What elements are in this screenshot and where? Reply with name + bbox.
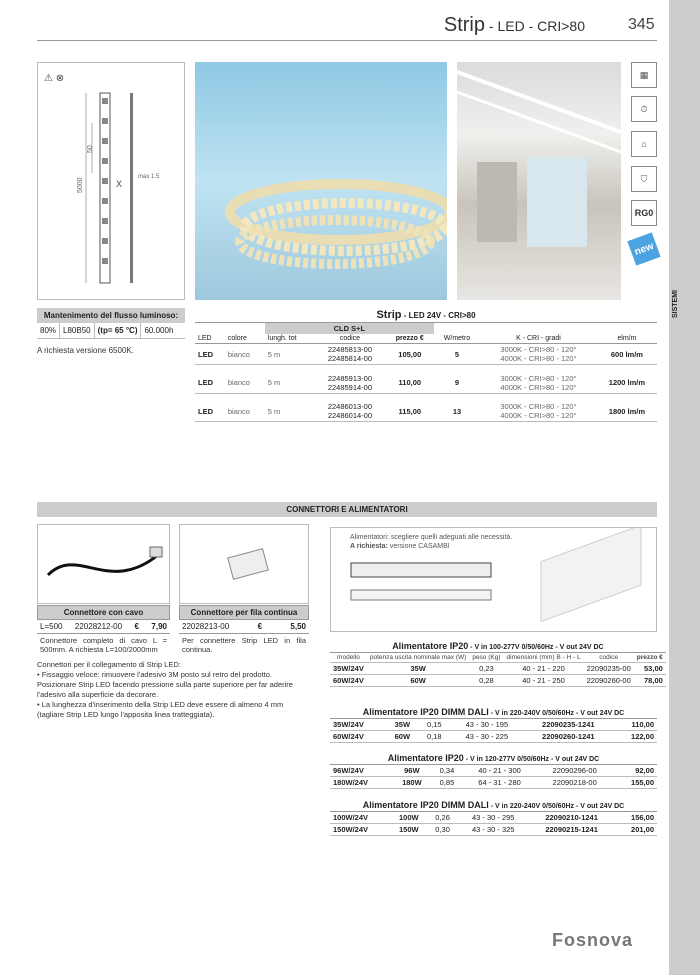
section-title: CONNETTORI E ALIMENTATORI <box>37 502 657 517</box>
grid-icon: ▦ <box>631 62 657 88</box>
table-row: 100W/24V 100W 0,26 43 - 30 - 295 22090210-1241 156,00 <box>330 812 657 824</box>
flux-percent: 80% <box>37 323 60 338</box>
power-supply-table-2: Alimentatore IP20 DIMM DALI - V in 220-240V 0/50/60Hz - V out 24V DC 35W/24V 35W 0,15 43 - 30 - 195 22090235-1241 110,00 60W/24V 60W 0,18 43 - 30 - 225 22090260-1241 122,00 <box>330 706 657 743</box>
flux-class: L80B50 <box>60 323 95 338</box>
table-row: 150W/24V 150W 0,30 43 - 30 - 325 22090215-1241 201,00 <box>330 824 657 836</box>
table-row: 96W/24V 96W 0,34 40 - 21 - 300 22090296-00 92,00 <box>330 765 657 777</box>
cable-connector-image <box>37 524 170 604</box>
flux-maintenance <box>37 308 185 339</box>
table-row: 180W/24V 180W 0,85 64 - 31 - 280 22090218-00 155,00 <box>330 777 657 789</box>
bag-icon: ⛉ <box>631 166 657 192</box>
continuous-connector-row: 22028213-00 € 5,50 <box>179 620 309 634</box>
flux-header: Mantenimento del flusso luminoso: <box>37 308 185 323</box>
cable-connector-card <box>37 605 170 656</box>
power-supply-table-4: Alimentatore IP20 DIMM DALI - V in 220-240V 0/50/60Hz - V out 24V DC 100W/24V 100W 0,26 43 - 30 - 295 22090210-1241 156,00 150W/24V 150W 0,30 43 - 30 - 325 22090215-1241 201,00 <box>330 799 657 836</box>
drawing-svg <box>38 63 186 301</box>
rg0-icon: RG0 <box>631 200 657 226</box>
header-divider <box>37 40 657 41</box>
flux-hours: 60.000h <box>144 326 174 335</box>
continuous-connector-title: Connettore per fila continua <box>179 605 309 620</box>
table-row: 35W/24V 35W 0,15 43 - 30 - 195 22090235-1241 110,00 <box>330 719 657 731</box>
group-label: CLD S+L <box>265 323 434 335</box>
flux-row <box>37 323 185 339</box>
ce-icon: ⚠ ⊗ <box>44 73 65 84</box>
side-bar <box>669 0 700 975</box>
strip-photo <box>195 62 447 300</box>
page-title: Strip - LED - CRI>80 <box>443 14 585 36</box>
table-row: 60W/24V 60W 0,28 40 - 21 - 250 22090260-00 78,00 <box>330 675 666 687</box>
new-badge-icon: new <box>627 232 660 265</box>
side-label: SISTEMI <box>672 289 679 318</box>
note-6500k: A richiesta versione 6500K. <box>37 346 134 355</box>
cable-connector-row: L=500 22028212-00 € 7,90 <box>37 620 170 634</box>
dim-50: 50 <box>87 145 94 153</box>
connector-instructions: Connettori per il collegamento di Strip LED: • Fissaggio veloce: rimuovere l'adesivo 3M posto sul retro del prodotto. Posizionare Strip LED facendo pressione sulla parte superiore per far aderire l'adesivo alla superficie da decorare. • La lunghezza d'inserimento della Strip LED deve essere di almeno 4 mm (tagliare Strip LED lungo l'apposita linea tratteggiata). <box>37 660 293 719</box>
power-supply-header: modello potenza uscita nominale max (W) peso (Kg) dimensioni (mm) B - H - L codice prezzo € <box>330 653 666 663</box>
strip-header-row: LED colore lungh. tot codice prezzo € W/metro K - CRI - gradi elm/m <box>195 334 657 344</box>
dim-5000: 5000 <box>77 177 84 193</box>
table-row: LED bianco 5 m 22486013-00 22486014-00 115,00 13 3000K - CRI>80 - 120° 4000K - CRI>80 - 120° 1800 lm/m <box>195 401 657 422</box>
power-supply-table-3: Alimentatore IP20 - V in 120-277V 0/50/60Hz - V out 24V DC 96W/24V 96W 0,34 40 - 21 - 300 22090296-00 92,00 180W/24V 180W 0,85 64 - 31 - 280 22090218-00 155,00 <box>330 752 657 789</box>
flux-tp: (tp= 65 °C) <box>95 323 142 338</box>
dim-x: X <box>116 179 123 189</box>
technical-drawing <box>37 62 185 300</box>
cable-connector-title: Connettore con cavo <box>37 605 170 620</box>
house-icon: ⌂ <box>631 131 657 157</box>
continuous-connector-card <box>179 605 309 656</box>
table-row: LED bianco 5 m 22485913-00 22485914-00 110,00 9 3000K - CRI>80 - 120° 4000K - CRI>80 - 120° 1200 lm/m <box>195 373 657 394</box>
table-row: 35W/24V 35W 0,23 40 - 21 - 220 22090235-00 53,00 <box>330 663 666 675</box>
timer-icon: ⏱ <box>631 96 657 122</box>
strip-table <box>195 308 657 422</box>
cable-connector-desc: Connettore completo di cavo L = 500mm. A richiesta L=100/2000mm <box>40 636 167 654</box>
page-number: 345 <box>628 16 655 33</box>
dim-max: max 1.5 <box>138 174 160 180</box>
continuous-connector-image <box>179 524 309 604</box>
power-supply-note: Alimentatori: scegliere quelli adeguati alle necessità. A richiesta: versione CASAMBI <box>350 534 513 550</box>
interior-photo <box>457 62 621 300</box>
table-row: 60W/24V 60W 0,18 43 - 30 - 225 22090260-1241 122,00 <box>330 731 657 743</box>
table-row: LED bianco 5 m 22485813-00 22485814-00 105,00 5 3000K - CRI>80 - 120° 4000K - CRI>80 - 120° 600 lm/m <box>195 344 657 365</box>
strip-table-caption: Strip - LED 24V - CRI>80 <box>195 308 657 323</box>
brand-logo: Fosnova <box>552 930 634 950</box>
continuous-connector-desc: Per connettere Strip LED in fila continua. <box>182 636 306 654</box>
power-supply-table-1: Alimentatore IP20 - V in 100-277V 0/50/60Hz - V out 24V DC modello potenza uscita nominale max (W) peso (Kg) dimensioni (mm) B - H - L codice prezzo € 35W/24V 35W 0,23 40 - 21 - 220 22090235-00 53,00 60W/24V 60W 0,28 40 - 21 - 250 22090260-00 78,00 <box>330 640 666 687</box>
